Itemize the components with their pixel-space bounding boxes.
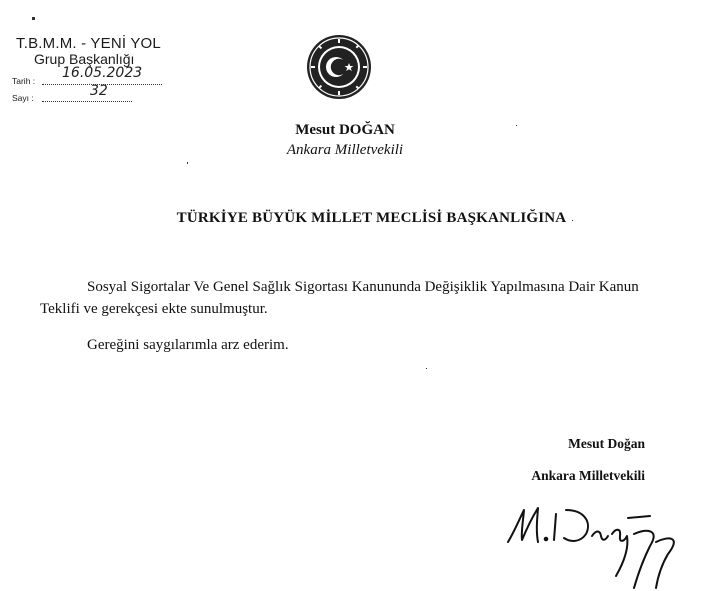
stamp-org-line: T.B.M.M. - YENİ YOL: [16, 35, 161, 52]
stamp-dept-line: Grup Başkanlığı: [34, 51, 135, 67]
sender-name: Mesut DOĞAN: [295, 122, 395, 138]
signer-title: Ankara Milletvekili: [531, 468, 645, 483]
stamp-number-value: 32: [90, 83, 108, 99]
body-paragraph-1: Sosyal Sigortalar Ve Genel Sağlık Sigortası Kanununda Değişiklik Yapılmasına Dair Kanun Teklifi ve gerekçesi ekte sunulmuştur.: [40, 279, 639, 317]
stamp-number-label: Sayı :: [12, 93, 34, 103]
stamp-date-label: Tarih :: [12, 76, 36, 86]
tbmm-emblem-icon: [305, 33, 373, 101]
body-paragraph-2: Gereğini saygılarımla arz ederim.: [87, 337, 289, 353]
letter-body: [40, 276, 645, 320]
stamp-date-value: 16.05.2023: [62, 65, 143, 81]
handwritten-signature-icon: [500, 496, 700, 591]
sender-title: Ankara Milletvekili: [286, 142, 404, 158]
signer-name: Mesut Doğan: [568, 436, 645, 451]
stamp-number-dots: [42, 91, 132, 102]
receipt-stamp: [4, 30, 184, 106]
addressee-heading: TÜRKİYE BÜYÜK MİLLET MECLİSİ BAŞKANLIĞINA: [176, 210, 567, 226]
